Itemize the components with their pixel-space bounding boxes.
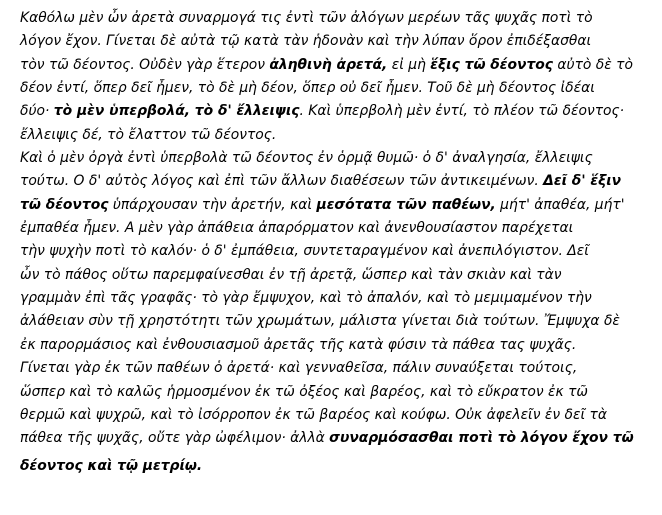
text-line [20, 100, 656, 123]
text-segment: δύο· [20, 103, 54, 120]
text-segment: αὐτὸ δὲ τὸ [553, 56, 633, 73]
text-line [20, 451, 656, 481]
text-segment: μήτ' ἀπαθέα, μήτ' [495, 196, 625, 213]
bold-phrase: ἀληθινὴ ἀρετά, [269, 56, 388, 73]
text-line [20, 30, 656, 53]
text-line [20, 264, 656, 287]
bold-phrase: μεσότατα τῶν παθέων, [316, 196, 496, 213]
text-segment: . Καὶ ὑπερβολὴ μὲν ἐντί, τὸ πλέον τῶ δέοντος· [299, 103, 625, 120]
text-segment: τὸν τῶ δέοντος. Οὐδὲν γὰρ ἕτερον [20, 56, 270, 73]
text-segment: Καὶ ὁ μὲν ὀργὰ ἐντὶ ὑπερβολὰ τῶ δέοντος ἐν ὁρμᾷ θυμῶ· ὁ δ' ἀναλγησία, ἔλλειψις [20, 150, 593, 167]
text-segment: ἐκ παρορμάσιος καὶ ἐνθουσιασμοῦ ἀρετᾶς τῆς κατὰ φύσιν τὰ πάθεα τας ψυχᾶς. [20, 336, 577, 353]
text-line [20, 54, 656, 77]
text-line [20, 124, 656, 147]
text-segment: δέον ἐντί, ὅπερ δεῖ ἦμεν, τὸ δὲ μὴ δέον, ὅπερ οὐ δεῖ ἦμεν. Τοῦ δὲ μὴ δέοντος ἰδέαι [20, 80, 595, 97]
text-segment: ἀλάθειαν σὺν τῇ χρηστότητι τῶν χρωμάτων, μάλιστα γίνεται διὰ τούτων. Ἔμψυχα δὲ [20, 313, 620, 330]
text-segment: γραμμὰν ἐπὶ τᾶς γραφᾶς· τὸ γὰρ ἔμψυχον, καὶ τὸ ἀπαλόν, καὶ τὸ μεμιμαμένον τὴν [20, 290, 592, 307]
text-line [20, 381, 656, 404]
text-line [20, 334, 656, 357]
text-line [20, 357, 656, 380]
text-segment: ὥσπερ καὶ τὸ καλῶς ἡρμοσμένον ἐκ τῶ ὀξέος καὶ βαρέος, καὶ τὸ εὔκρατον ἐκ τῶ [20, 383, 589, 400]
bold-phrase: δέοντος καὶ τῷ μετρίῳ. [20, 457, 203, 474]
text-line [20, 147, 656, 170]
bold-phrase: τὸ μὲν ὑπερβολά, τὸ δ' ἔλλειψις [53, 103, 300, 120]
text-segment: Καθόλω μὲν ὦν ἀρετὰ συναρμογά τις ἐντὶ τῶν ἀλόγων μερέων τᾶς ψυχᾶς ποτὶ τὸ [20, 10, 593, 26]
text-line [20, 7, 656, 30]
text-segment: ἔλλειψις δέ, τὸ ἔλαττον τῶ δέοντος. [20, 126, 277, 143]
text-line [20, 240, 656, 263]
bold-phrase: ἕξις τῶ δέοντος [430, 56, 554, 73]
text-segment: πάθεα τῆς ψυχᾶς, οὔτε γὰρ ὠφέλιμον· ἀλλὰ [20, 430, 330, 447]
bold-phrase: συναρμόσασθαι ποτὶ τὸ λόγον ἔχον τῶ [329, 430, 634, 447]
text-segment: ἐμπαθέα ἦμεν. Α μὲν γὰρ ἀπάθεια ἀπαρόρματον καὶ ἀνενθουσίαστον παρέχεται [20, 220, 574, 237]
text-segment: λόγον ἔχον. Γίνεται δὲ αὐτὰ τῷ κατὰ τὰν ἡδονὰν καὶ τὴν λύπαν ὅρον ἐπιδέξασθαι [20, 33, 592, 50]
text-segment: ὑπάρχουσαν τὴν ἀρετήν, καὶ [108, 196, 317, 213]
text-line [20, 194, 656, 217]
text-segment: Γίνεται γὰρ ἐκ τῶν παθέων ὁ ἀρετά· καὶ γενναθεῖσα, πάλιν συναύξεται τούτοις, [20, 360, 578, 377]
document-body [20, 7, 658, 481]
text-line [20, 217, 656, 240]
text-line [20, 287, 656, 310]
text-line [20, 310, 656, 333]
bold-phrase: Δεῖ δ' ἕξιν [543, 173, 622, 190]
text-line [20, 170, 656, 193]
text-segment: τὴν ψυχὴν ποτὶ τὸ καλόν· ὁ δ' ἐμπάθεια, συντεταραγμένον καὶ ἀνεπιλόγιστον. Δεῖ [20, 243, 589, 260]
bold-phrase: τῶ δέοντος [20, 196, 109, 213]
text-line [20, 427, 656, 450]
text-line [20, 77, 656, 100]
text-segment: ὦν τὸ πάθος οὕτω παρεμφαίνεσθαι ἐν τῇ ἀρετᾷ, ὥσπερ καὶ τὰν σκιὰν καὶ τὰν [20, 266, 562, 283]
text-segment: θερμῶ καὶ ψυχρῶ, καὶ τὸ ἰσόρροπον ἐκ τῶ βαρέος καὶ κούφω. Οὐκ ἀφελεῖν ἐν δεῖ τὰ [20, 406, 608, 423]
text-segment: τούτω. Ο δ' αὐτὸς λόγος καὶ ἐπὶ τῶν ἄλλων διαθέσεων τῶν ἀντικειμένων. [20, 173, 544, 190]
text-segment: εἰ μὴ [387, 56, 431, 73]
text-line [20, 404, 656, 427]
